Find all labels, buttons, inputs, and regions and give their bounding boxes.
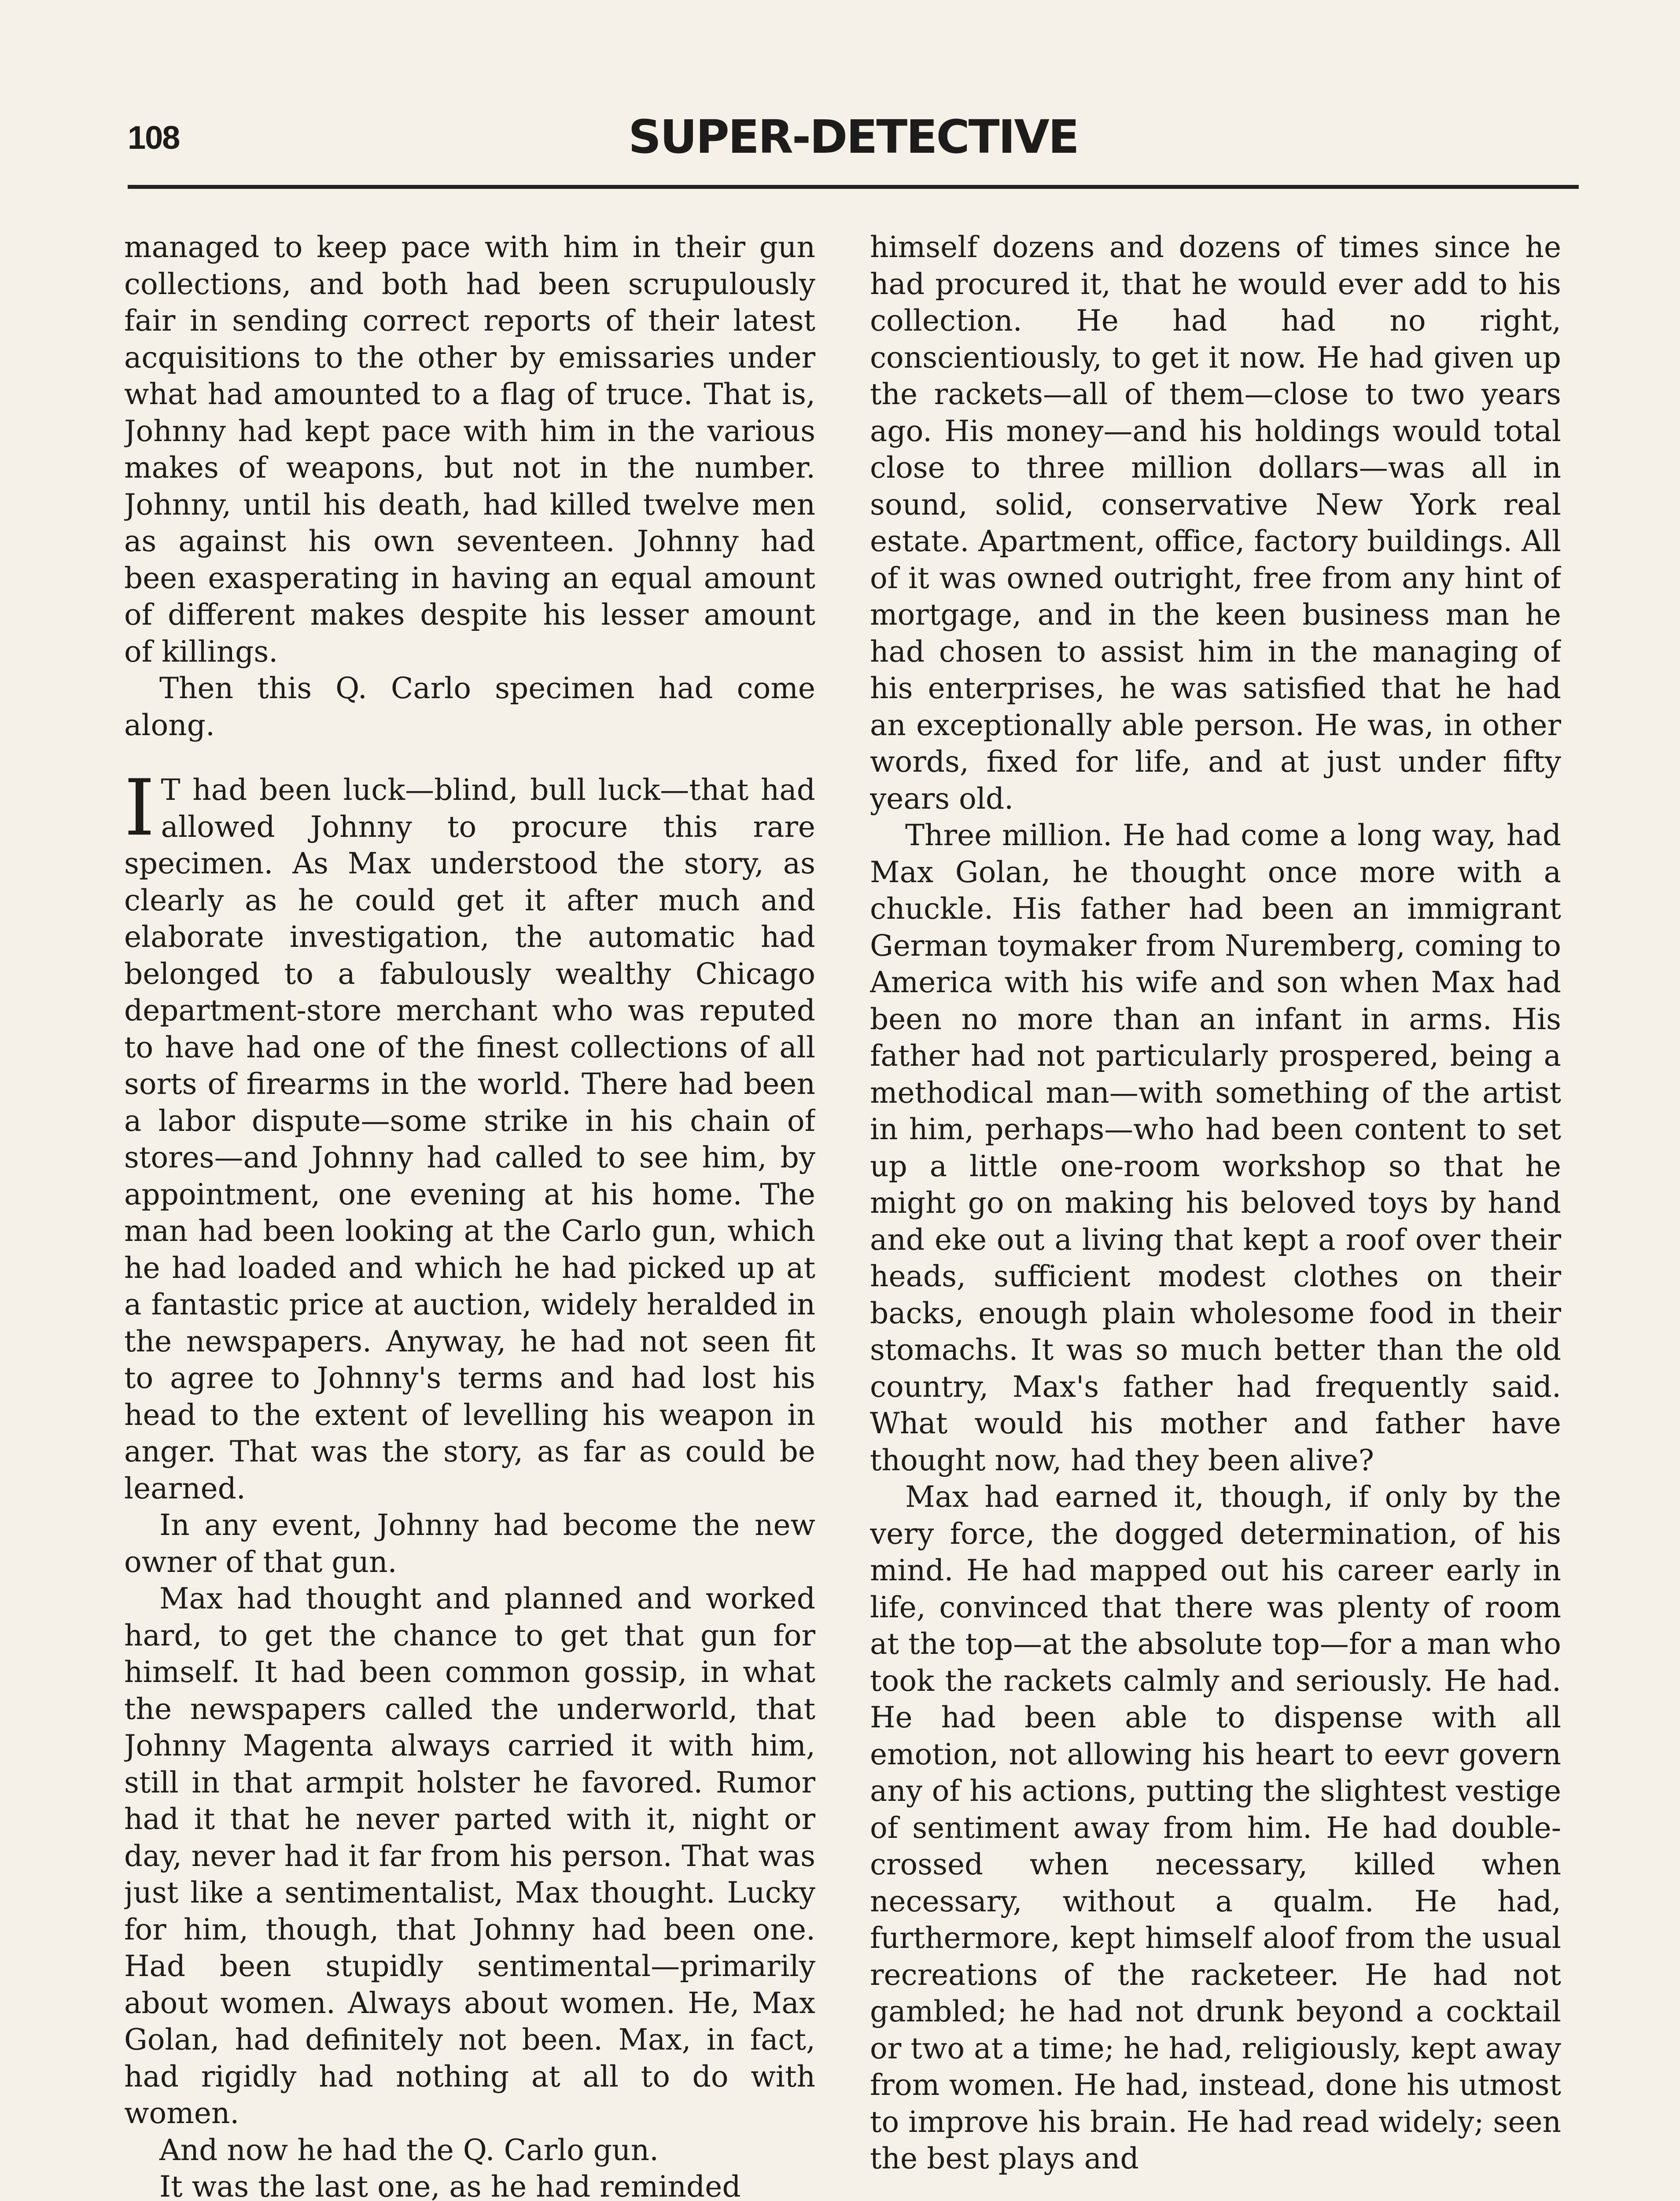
paragraph: Then this Q. Carlo specimen had come along. <box>124 671 815 742</box>
paragraph: managed to keep pace with him in their gun collections, and both had been scrupulously fair in sending correct reports of their latest acquisitions to the other by emissaries under what had amounted to a flag of truce. That is, Johnny had kept pace with him in the various makes of weapons, but not in the number. Johnny, until his death, had killed twelve men as against his own seventeen. Johnny had been exasperating in having an equal amount of different makes despite his lesser amount of killings. <box>124 230 815 669</box>
header-rule <box>128 185 1579 189</box>
drop-cap-paragraph: IT had been luck—blind, bull luck—that had allowed Johnny to procure this rare specimen. As Max understood the story, as clearly as he could get it after much and elaborate investigation, the automatic had belonged to a fabulously wealthy Chicago department-store merchant who was reputed to have had one of the finest collections of all sorts of firearms in the world. There had been a labor dispute—some strike in his chain of stores—and Johnny had called to see him, by appointment, one evening at his home. The man had been looking at the Carlo gun, which he had loaded and which he had picked up at a fantastic price at auction, widely heralded in the newspapers. Anyway, he had not seen fit to agree to Johnny's terms and had lost his head to the extent of levelling his weapon in anger. That was the story, as far as could be learned. <box>124 763 815 1505</box>
magazine-title: SUPER-DETECTIVE <box>628 110 1078 164</box>
paragraph: In any event, Johnny had become the new owner of that gun. <box>124 1508 815 1579</box>
left-column <box>124 229 815 2201</box>
page-number: 108 <box>128 119 180 156</box>
paragraph: Max had thought and planned and worked hard, to get the chance to get that gun for himself. It had been common gossip, in what the newspapers called the underworld, that Johnny Magenta always carried it with him, still in that armpit holster he favored. Rumor had it that he never parted with it, night or day, never had it far from his person. That was just like a sentimentalist, Max thought. Lucky for him, though, that Johnny had been one. Had been stupidly sentimental—primarily about women. Always about women. He, Max Golan, had definitely not been. Max, in fact, had rigidly had nothing at all to do with women. <box>124 1582 815 2130</box>
paragraph: Three million. He had come a long way, had Max Golan, he thought once more with a chuckle. His father had been an immigrant German toymaker from Nuremberg, coming to America with his wife and son when Max had been no more than an infant in arms. His father had not particularly prospered, being a methodical man—with something of the artist in him, perhaps—who had been content to set up a little one-room workshop so that he might go on making his beloved toys by hand and eke out a living that kept a roof over their heads, sufficient modest clothes on their backs, enough plain wholesome food in their stomachs. It was so much better than the old country, Max's father had frequently said. What would his mother and father have thought now, had they been alive? <box>870 818 1561 1477</box>
paragraph: And now he had the Q. Carlo gun. <box>159 2133 659 2167</box>
page-header <box>128 110 1579 185</box>
paragraph: Max had earned it, though, if only by the very force, the dogged determination, of his mind. He had mapped out his career early in life, convinced that there was plenty of room at the top—at the absolute top—for a man who took the rackets calmly and seriously. He had. He had been able to dispense with all emotion, not allowing his heart to eevr govern any of his actions, putting the slightest vestige of sentiment away from him. He had double-crossed when necessary, killed when necessary, without a qualm. He had, furthermore, kept himself aloof from the usual recreations of the racketeer. He had not gambled; he had not drunk beyond a cocktail or two at a time; he had, religiously, kept away from women. He had, instead, done his utmost to improve his brain. He had read widely; seen the best plays and <box>870 1480 1561 2175</box>
section-break <box>124 743 815 772</box>
right-column <box>870 229 1561 2201</box>
paragraph: himself dozens and dozens of times since he had procured it, that he would ever add to his collection. He had had no right, conscientiously, to get it now. He had given up the rackets—all of them—close to two years ago. His money—and his holdings would total close to three million dollars—was all in sound, solid, conservative New York real estate. Apartment, office, factory buildings. All of it was owned outright, free from any hint of mortgage, and in the keen business man he had chosen to assist him in the managing of his enterprises, he was satisfied that he had an exceptionally able person. He was, in other words, fixed for life, and at just under fifty years old. <box>870 230 1561 816</box>
paragraph: It was the last one, as he had reminded <box>159 2170 741 2201</box>
